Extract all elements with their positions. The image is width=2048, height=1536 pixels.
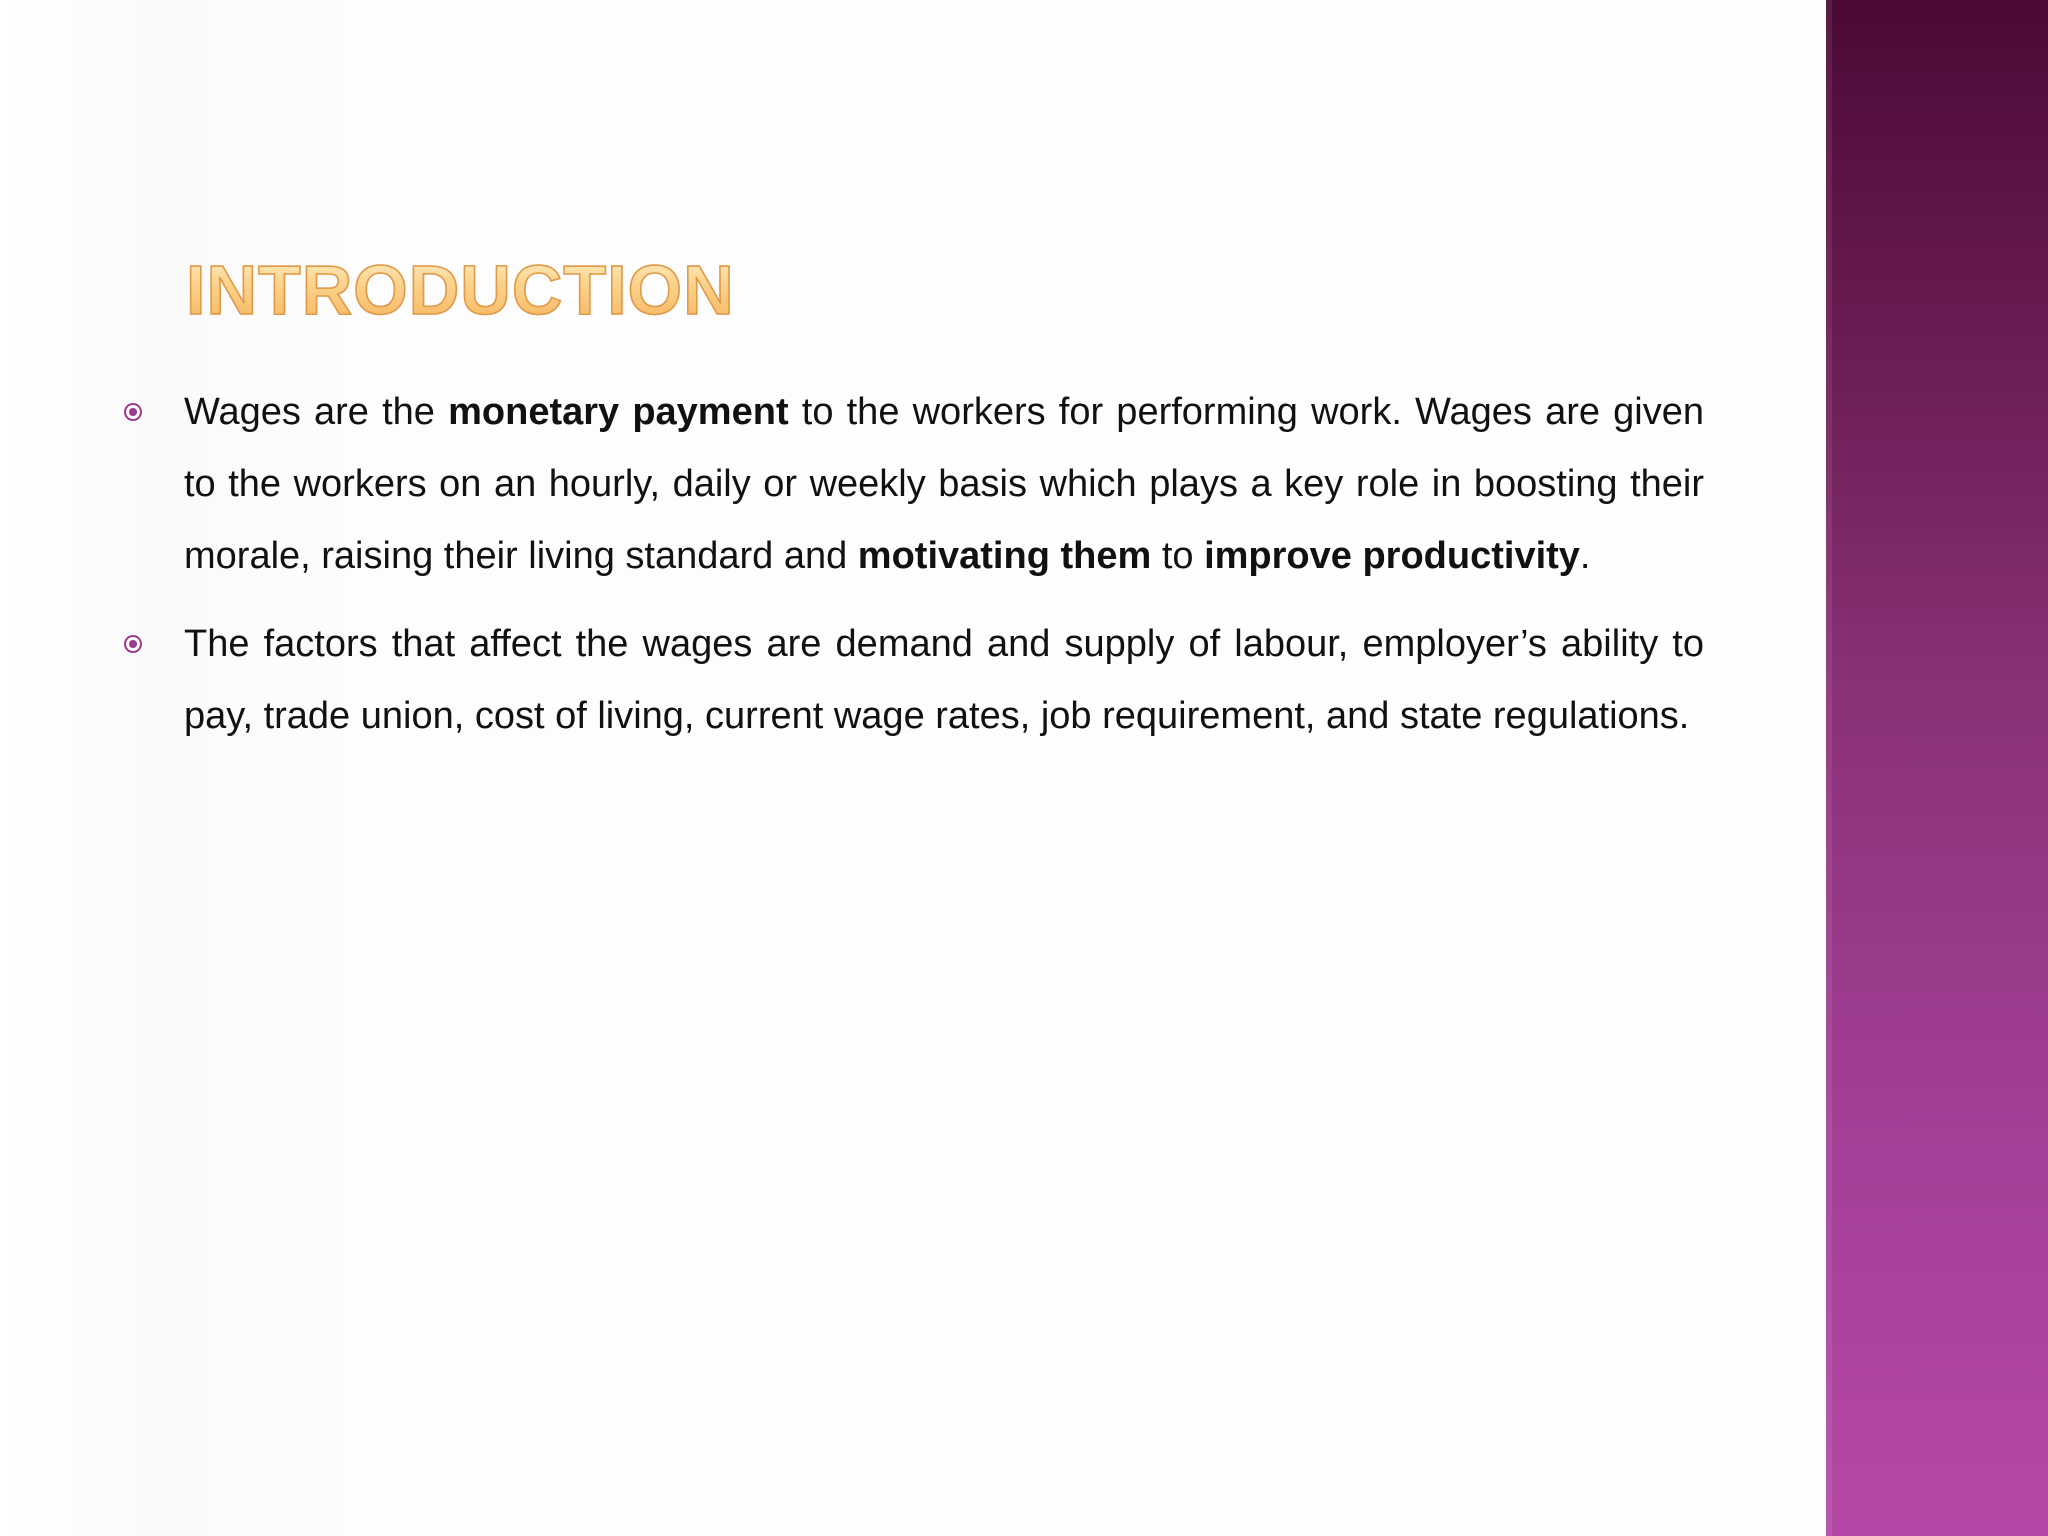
emphasis-improve-productivity: improve productivity [1204, 535, 1580, 577]
emphasis-motivating-them: motivating them [857, 535, 1152, 577]
slide-title: INTRODUCTION [186, 251, 735, 329]
emphasis-monetary-payment: monetary payment [448, 391, 789, 433]
bullet-item-wages-definition [184, 376, 1704, 592]
bullet-list [184, 376, 1704, 768]
text-segment: . [1579, 535, 1591, 577]
text-segment: The factors that affect the wages are demand and supply of labour, employer’s ability to pay, trade union, cost of living, current wage rates, job requirement, and state regulations. [184, 623, 1704, 737]
decorative-side-band [1826, 0, 2048, 1536]
bullet-circle-icon [124, 403, 142, 421]
text-segment: to [1151, 535, 1205, 577]
bullet-circle-icon [124, 635, 142, 653]
text-segment: to the workers for performing work. Wages are given to the workers on an hourly, daily or weekly basis which plays a key role in boosting their morale, raising their living standard and [184, 391, 1705, 577]
text-segment: Wages are the [184, 391, 449, 433]
bullet-item-wage-factors [184, 608, 1704, 752]
